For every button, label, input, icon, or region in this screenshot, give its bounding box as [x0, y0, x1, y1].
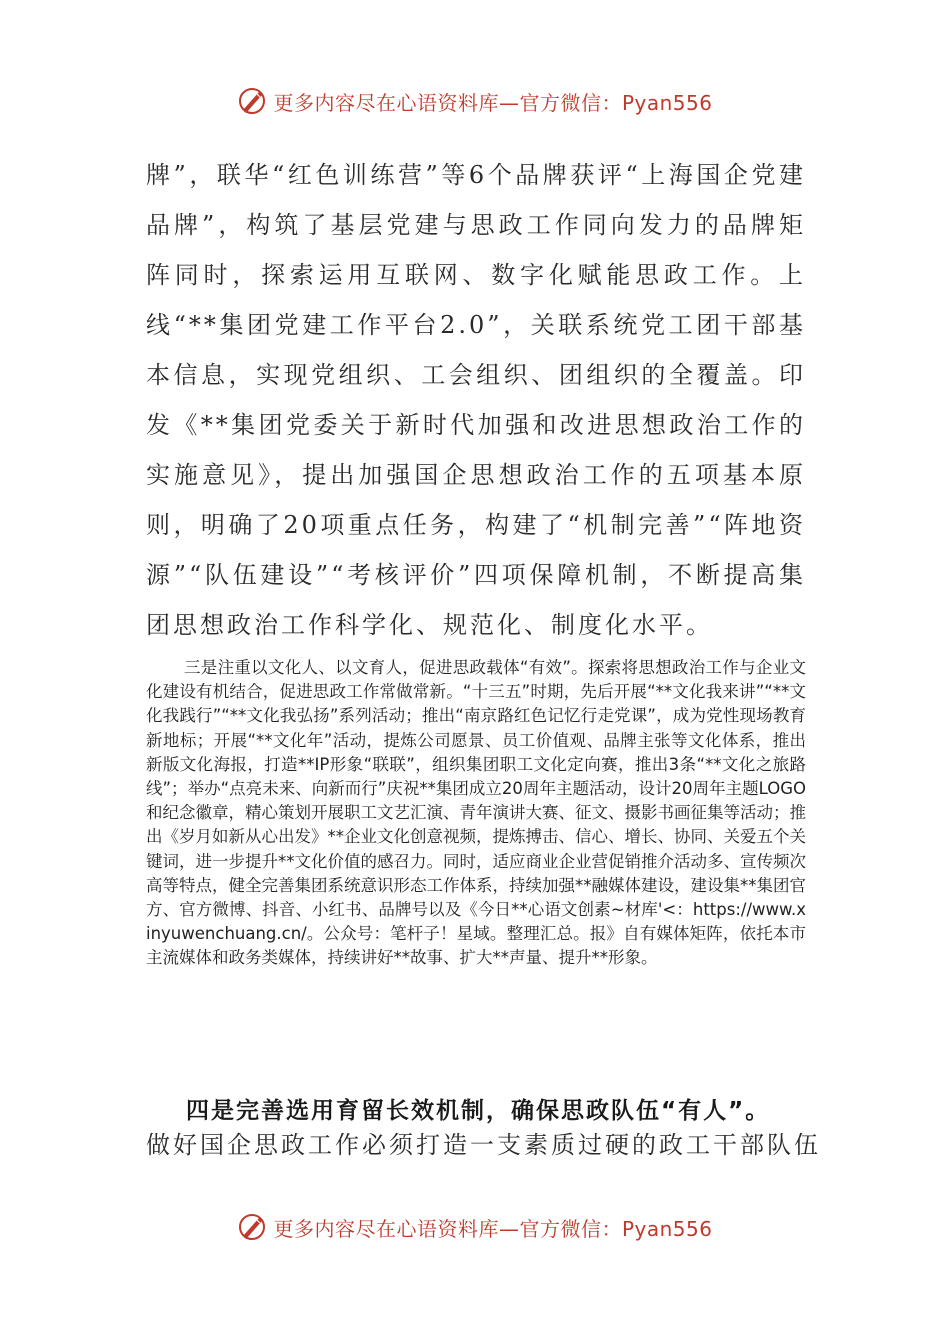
body-paragraph-top: 牌”，联华“红色训练营”等6个品牌获评“上海国企党建品牌”，构筑了基层党建与思政工作同向发力的品牌矩阵同时，探索运用互联网、数字化赋能思政工作。上线“**集团党建工作平台2.0”，关联系统党工团干部基本信息，实现党组织、工会组织、团组织的全覆盖。印发《**集团党委关于新时代加强和改进思想政治工作的实施意见》，提出加强国企思想政治工作的五项基本原则，明确了20项重点任务，构建了“机制完善”“阵地资源”“队伍建设”“考核评价”四项保障机制，不断提高集团思想政治工作科学化、规范化、制度化水平。	[146, 161, 806, 639]
footer-watermark	[0, 1212, 950, 1242]
watermark-text: 更多内容尽在心语资料库—官方微信：Pyan556	[273, 1216, 713, 1241]
header-watermark	[0, 86, 950, 116]
body-paragraph-last-line: 做好国企思政工作必须打造一支素质过硬的政工干部队伍	[146, 1131, 821, 1159]
quill-pen-logo-icon	[237, 86, 267, 116]
quill-pen-logo-icon	[237, 1212, 267, 1242]
section-heading: 四是完善选用育留长效机制，确保思政队伍“有人”。	[186, 1098, 771, 1124]
body-paragraph-small: 三是注重以文化人、以文育人，促进思政载体“有效”。探索将思想政治工作与企业文化建设有机结合，促进思政工作常做常新。“十三五”时期，先后开展“**文化我来讲”“**文化我践行”“**文化我弘扬”系列活动；推出“南京路红色记忆行走党课”，成为党性现场教育新地标；开展“**文化年”活动，提炼公司愿景、员工价值观、品牌主张等文化体系，推出新版文化海报，打造**IP形象“联联”，组织集团职工文化定向赛，推出3条“**文化之旅路线”；举办“点亮未来、向新而行”庆祝**集团成立20周年主题活动，设计20周年主题LOGO和纪念徽章，精心策划开展职工文艺汇演、青年演讲大赛、征文、摄影书画征集等活动；推出《岁月如新从心出发》**企业文化创意视频，提炼搏击、信心、增长、协同、关爱五个关键词，进一步提升**文化价值的感召力。同时，适应商业企业营促销推介活动多、宣传频次高等特点，健全完善集团系统意识形态工作体系，持续加强**融媒体建设，建设集**集团官方、官方微博、抖音、小红书、品牌号以及《今日**心语文创素~材库'<：https://www.xinyuwenchuang.cn/。公众号：笔杆子！星域。整理汇总。报》自有媒体矩阵，依托本市主流媒体和政务类媒体，持续讲好**故事、扩大**声量、提升**形象。	[146, 658, 806, 968]
watermark-text: 更多内容尽在心语资料库—官方微信：Pyan556	[273, 90, 713, 115]
